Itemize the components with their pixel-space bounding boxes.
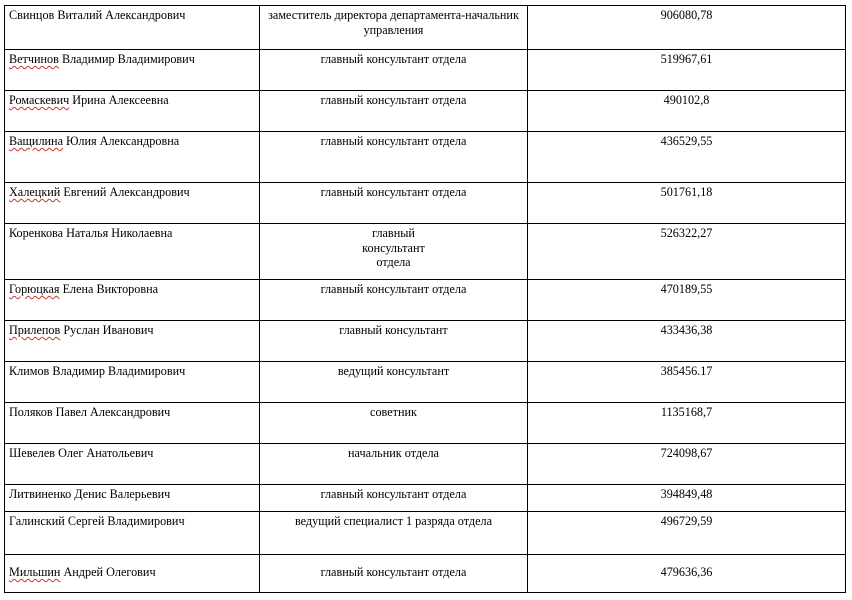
employee-given-names: Олег Анатольевич <box>55 446 154 460</box>
employee-name-cell <box>5 280 260 321</box>
income-amount: 526322,27 <box>660 226 713 240</box>
table-row <box>5 6 846 50</box>
employee-name-cell <box>5 321 260 362</box>
income-amount-cell <box>528 512 846 555</box>
employee-surname: Халецкий <box>9 185 61 199</box>
income-amount-cell <box>528 91 846 132</box>
position-cell <box>260 512 528 555</box>
position-cell <box>260 224 528 280</box>
employee-name-cell <box>5 183 260 224</box>
income-amount-cell <box>528 485 846 512</box>
position-text: главный консультант отдела <box>320 487 467 501</box>
position-text: главный консультант отдела <box>320 282 467 296</box>
position-text: главный консультант отдела <box>362 226 425 269</box>
income-amount-cell <box>528 280 846 321</box>
employee-surname: Свинцов <box>9 8 55 22</box>
income-amount-cell <box>528 444 846 485</box>
employee-surname: Коренкова <box>9 226 64 240</box>
employee-surname: Мильшин <box>9 565 61 579</box>
income-amount-cell <box>528 321 846 362</box>
position-text: главный консультант отдела <box>320 185 467 199</box>
position-text: главный консультант отдела <box>320 52 467 66</box>
employee-given-names: Павел Александрович <box>52 405 171 419</box>
employee-name-cell <box>5 132 260 183</box>
employee-name-cell <box>5 50 260 91</box>
income-amount-cell <box>528 50 846 91</box>
income-amount: 394849,48 <box>660 487 713 501</box>
position-text: главный консультант <box>339 323 448 337</box>
employee-given-names: Андрей Олегович <box>60 565 156 579</box>
table-row <box>5 403 846 444</box>
income-amount: 490102,8 <box>663 93 710 107</box>
employee-surname: Шевелев <box>9 446 56 460</box>
employee-given-names: Юлия Александровна <box>62 134 180 148</box>
employee-name-cell <box>5 403 260 444</box>
employee-surname: Прилепов <box>9 323 61 337</box>
employee-name-cell <box>5 91 260 132</box>
table-row <box>5 555 846 593</box>
table-row <box>5 362 846 403</box>
employee-surname: Климов <box>9 364 50 378</box>
employee-name-cell <box>5 555 260 593</box>
income-amount: 501761,18 <box>660 185 713 199</box>
position-text: главный консультант отдела <box>320 565 467 579</box>
table-row <box>5 224 846 280</box>
position-text: главный консультант отдела <box>320 93 467 107</box>
income-amount: 470189,55 <box>660 282 713 296</box>
employee-given-names: Владимир Владимирович <box>49 364 186 378</box>
income-amount: 906080,78 <box>660 8 713 22</box>
position-cell <box>260 183 528 224</box>
income-table <box>4 5 846 593</box>
position-cell <box>260 321 528 362</box>
employee-given-names: Евгений Александрович <box>60 185 190 199</box>
position-cell <box>260 403 528 444</box>
position-text: ведущий консультант <box>337 364 450 378</box>
employee-given-names: Наталья Николаевна <box>63 226 173 240</box>
position-text: главный консультант отдела <box>320 134 467 148</box>
income-amount-cell <box>528 6 846 50</box>
position-cell <box>260 362 528 403</box>
employee-name-cell <box>5 512 260 555</box>
employee-surname: Ромаскевич <box>9 93 70 107</box>
table-row <box>5 183 846 224</box>
table-row <box>5 444 846 485</box>
employee-surname: Галинский <box>9 514 65 528</box>
employee-given-names: Сергей Владимирович <box>64 514 185 528</box>
employee-given-names: Елена Викторовна <box>59 282 159 296</box>
employee-surname: Ващилина <box>9 134 63 148</box>
employee-surname: Поляков <box>9 405 53 419</box>
table-row <box>5 132 846 183</box>
position-cell <box>260 555 528 593</box>
position-cell <box>260 91 528 132</box>
table-row <box>5 321 846 362</box>
employee-surname: Горюцкая <box>9 282 60 296</box>
employee-name-cell <box>5 444 260 485</box>
employee-given-names: Владимир Владимирович <box>58 52 195 66</box>
employee-given-names: Денис Валерьевич <box>71 487 171 501</box>
employee-given-names: Виталий Александрович <box>54 8 186 22</box>
income-amount: 433436,38 <box>660 323 713 337</box>
income-amount-cell <box>528 132 846 183</box>
table-row <box>5 91 846 132</box>
employee-name-cell <box>5 485 260 512</box>
income-amount: 385456.17 <box>660 364 713 378</box>
income-amount-cell <box>528 403 846 444</box>
income-amount: 724098,67 <box>660 446 713 460</box>
position-cell <box>260 485 528 512</box>
income-amount: 436529,55 <box>660 134 713 148</box>
table-row <box>5 280 846 321</box>
employee-given-names: Руслан Иванович <box>60 323 154 337</box>
position-cell <box>260 6 528 50</box>
income-amount: 496729,59 <box>660 514 713 528</box>
position-cell <box>260 444 528 485</box>
income-amount: 479636,36 <box>660 565 713 579</box>
employee-surname: Ветчинов <box>9 52 59 66</box>
employee-name-cell <box>5 224 260 280</box>
position-cell <box>260 50 528 91</box>
income-amount-cell <box>528 555 846 593</box>
table-row <box>5 485 846 512</box>
position-cell <box>260 132 528 183</box>
position-text: советник <box>370 405 417 419</box>
employee-given-names: Ирина Алексеевна <box>69 93 169 107</box>
income-amount-cell <box>528 224 846 280</box>
position-text: заместитель директора департамента-начальник управления <box>268 8 519 37</box>
income-amount: 1135168,7 <box>660 405 713 419</box>
position-text: ведущий специалист 1 разряда отдела <box>294 514 492 528</box>
table-row <box>5 512 846 555</box>
employee-name-cell <box>5 362 260 403</box>
income-amount: 519967,61 <box>660 52 713 66</box>
table-row <box>5 50 846 91</box>
income-amount-cell <box>528 362 846 403</box>
income-table-body <box>5 6 846 593</box>
employee-surname: Литвиненко <box>9 487 72 501</box>
employee-name-cell <box>5 6 260 50</box>
income-amount-cell <box>528 183 846 224</box>
position-cell <box>260 280 528 321</box>
position-text: начальник отдела <box>348 446 439 460</box>
